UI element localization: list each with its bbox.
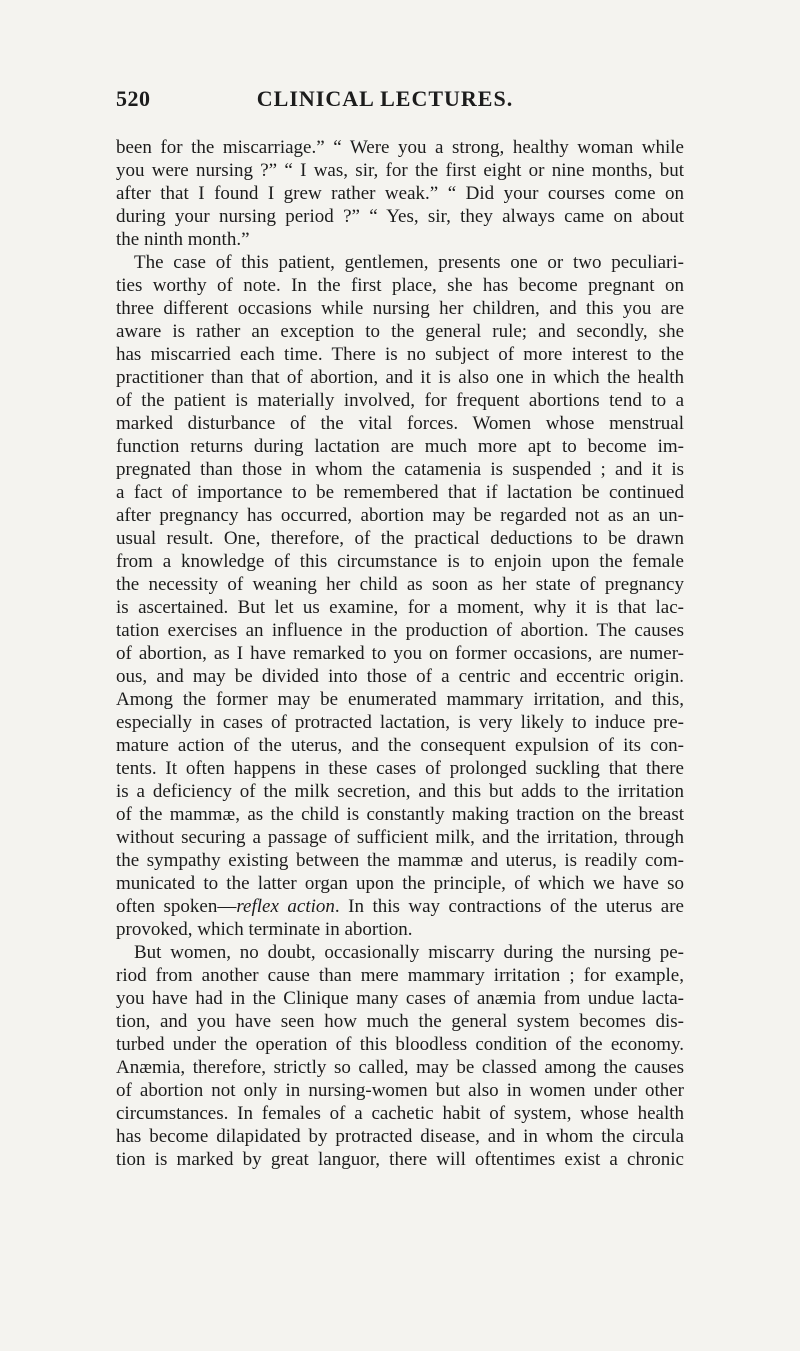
text-line: the sympathy existing between the mammæ and uterus, is readily com- <box>116 850 684 871</box>
text-line: been for the miscarriage.” “ Were you a strong, healthy woman while <box>116 137 684 158</box>
text-line: circumstances. In females of a cachetic habit of system, whose health <box>116 1103 684 1124</box>
body-text <box>116 136 684 1171</box>
text-line: aware is rather an exception to the general rule; and secondly, she <box>116 321 684 342</box>
paragraph <box>116 941 684 1171</box>
text-line: provoked, which terminate in abortion. <box>116 919 413 940</box>
page-number: 520 <box>116 86 151 111</box>
text-line: has become dilapidated by protracted disease, and in whom the circula <box>116 1126 684 1147</box>
text-line: three different occasions while nursing her children, and this you are <box>116 298 684 319</box>
text-line: tation exercises an influence in the production of abortion. The causes <box>116 620 684 641</box>
running-title: CLINICAL LECTURES. <box>256 86 514 111</box>
text-line: of abortion not only in nursing-women but also in women under other <box>116 1080 684 1101</box>
text-line: from a knowledge of this circumstance is to enjoin upon the female <box>116 551 684 572</box>
text-line: has miscarried each time. There is no subject of more interest to the <box>116 344 684 365</box>
text-line: of abortion, as I have remarked to you on former occasions, are numer- <box>116 643 684 664</box>
running-head <box>116 86 654 116</box>
text-line: a fact of importance to be remembered that if lactation be continued <box>116 482 684 503</box>
text-line: practitioner than that of abortion, and it is also one in which the health <box>116 367 684 388</box>
text-line: But women, no doubt, occasionally miscarry during the nursing pe- <box>134 942 684 963</box>
text-line: after that I found I grew rather weak.” “ Did your courses come on <box>116 183 684 204</box>
paragraph <box>116 251 684 941</box>
text-line: The case of this patient, gentlemen, presents one or two peculiari- <box>134 252 684 273</box>
paragraph <box>116 136 684 251</box>
text-line: Anæmia, therefore, strictly so called, may be classed among the causes <box>116 1057 684 1078</box>
text-line: tion is marked by great languor, there will oftentimes exist a chronic <box>116 1149 684 1170</box>
text-line: without securing a passage of sufficient milk, and the irritation, through <box>116 827 684 848</box>
text-line: you have had in the Clinique many cases of anæmia from undue lacta- <box>116 988 684 1009</box>
text-line: of the patient is materially involved, for frequent abortions tend to a <box>116 390 684 411</box>
text-line: Among the former may be enumerated mammary irritation, and this, <box>116 689 684 710</box>
text-line: often spoken—reflex action. In this way contractions of the uterus are <box>116 896 684 917</box>
italic-term: reflex action <box>236 896 335 917</box>
text-line: ous, and may be divided into those of a centric and eccentric origin. <box>116 666 684 687</box>
text-line: mature action of the uterus, and the consequent expulsion of its con- <box>116 735 684 756</box>
text-line: during your nursing period ?” “ Yes, sir, they always came on about <box>116 206 684 227</box>
text-line: the ninth month.” <box>116 229 250 250</box>
text-line: the necessity of weaning her child as soon as her state of pregnancy <box>116 574 684 595</box>
text-line: turbed under the operation of this bloodless condition of the economy. <box>116 1034 684 1055</box>
text-line: municated to the latter organ upon the principle, of which we have so <box>116 873 684 894</box>
text-line: especially in cases of protracted lactation, is very likely to induce pre- <box>116 712 684 733</box>
text-line: marked disturbance of the vital forces. Women whose menstrual <box>116 413 684 434</box>
text-line: function returns during lactation are much more apt to become im- <box>116 436 684 457</box>
text-line: is a deficiency of the milk secretion, and this but adds to the irritation <box>116 781 684 802</box>
text-line: tion, and you have seen how much the general system becomes dis- <box>116 1011 684 1032</box>
text-line: of the mammæ, as the child is constantly making traction on the breast <box>116 804 684 825</box>
text-line: you were nursing ?” “ I was, sir, for the first eight or nine months, but <box>116 160 684 181</box>
text-line: is ascertained. But let us examine, for a moment, why it is that lac- <box>116 597 684 618</box>
text-line: after pregnancy has occurred, abortion may be regarded not as an un- <box>116 505 684 526</box>
text-line: riod from another cause than mere mammary irritation ; for example, <box>116 965 684 986</box>
text-line: pregnated than those in whom the catamenia is suspended ; and it is <box>116 459 684 480</box>
text-line: ties worthy of note. In the first place, she has become pregnant on <box>116 275 684 296</box>
text-line: usual result. One, therefore, of the practical deductions to be drawn <box>116 528 684 549</box>
text-line: tents. It often happens in these cases of prolonged suckling that there <box>116 758 684 779</box>
